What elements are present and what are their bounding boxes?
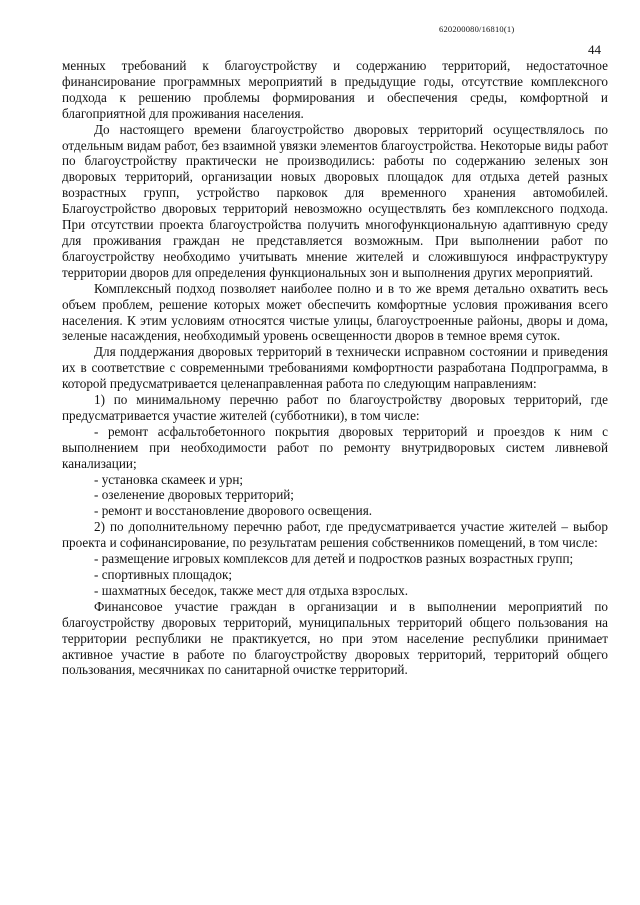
list-item-asphalt-repair: - ремонт асфальтобетонного покрытия дворовых территорий и проездов к ним с выполнением при необходимости работ по ремонту внутридворовых систем ливневой канализации; [62, 423, 608, 471]
document-code: 620200080/16810(1) [439, 24, 515, 34]
paragraph-current-state: До настоящего времени благоустройство дворовых территорий осуществлялось по отдельным видам работ, без взаимной увязки элементов благоустройства. Некоторые виды работ по благоустройству практически не производились: работы по содержанию зеленых зон дворовых территорий, организации новых дворовых площадок для отдыха детей разных возрастных групп, устройство парковок для временного хранения автомобилей. Благоустройство дворовых территорий невозможно осуществлять без комплексного подхода. При отсутствии проекта благоустройства получить многофункциональную адаптивную среду для проживания граждан не представляется возможным. При выполнении работ по благоустройству необходимо учитывать мнение жителей и сложившуюся инфраструктуру территории дворов для определения функциональных зон и выполнения других мероприятий. [62, 121, 608, 280]
list-item-chess-gazebos: - шахматных беседок, также мест для отдыха взрослых. [94, 582, 408, 598]
paragraph-complex-approach: Комплексный подход позволяет наиболее полно и в то же время детально охватить весь объем проблем, решение которых может обеспечить комфортные условия проживания всего населения. К этим условиям относятся чистые улицы, благоустроенные районы, дворы и дома, зеленые насаждения, необходимый уровень освещенности дворов в темное время суток. [62, 280, 608, 344]
list-item-greening: - озеленение дворовых территорий; [94, 487, 294, 503]
body-text [62, 58, 608, 678]
paragraph-financial-participation: Финансовое участие граждан в организации и в выполнении мероприятий по благоустройству дворовых территорий, муниципальных территорий общего пользования на территории республики не практикуется, но при этом население республики принимает активное участие в работе по благоустройству дворовых территорий, территорий общего пользования, месячниках по санитарной очистке территорий. [62, 598, 608, 678]
page-number: 44 [588, 42, 601, 57]
list-heading-minimal-works: 1) по минимальному перечню работ по благоустройству дворовых территорий, где предусматривается участие жителей (субботники), в том числе: [62, 392, 608, 423]
paragraph-continuation: менных требований к благоустройству и содержанию территорий, недостаточное финансирование программных мероприятий в предыдущие годы, отсутствие комплексного подхода к решению проблемы формирования и обеспечения среды, комфортной и благоприятной для проживания населения. [62, 58, 608, 121]
paragraph-subprogram: Для поддержания дворовых территорий в технически исправном состоянии и приведения их в соответствие с современными требованиями комфортности разработана Подпрограмма, в которой предусматривается целенаправленная работа по следующим направлениям: [62, 344, 608, 392]
list-heading-additional-works: 2) по дополнительному перечню работ, где предусматривается участие жителей – выбор проекта и софинансирование, по результатам решения собственников помещений, в том числе: [62, 519, 608, 551]
list-item-lighting: - ремонт и восстановление дворового освещения. [94, 503, 373, 519]
list-item-playgrounds: - размещение игровых комплексов для детей и подростков разных возрастных групп; [94, 551, 574, 567]
list-item-benches: - установка скамеек и урн; [94, 471, 244, 487]
list-item-sports-grounds: - спортивных площадок; [94, 567, 233, 582]
